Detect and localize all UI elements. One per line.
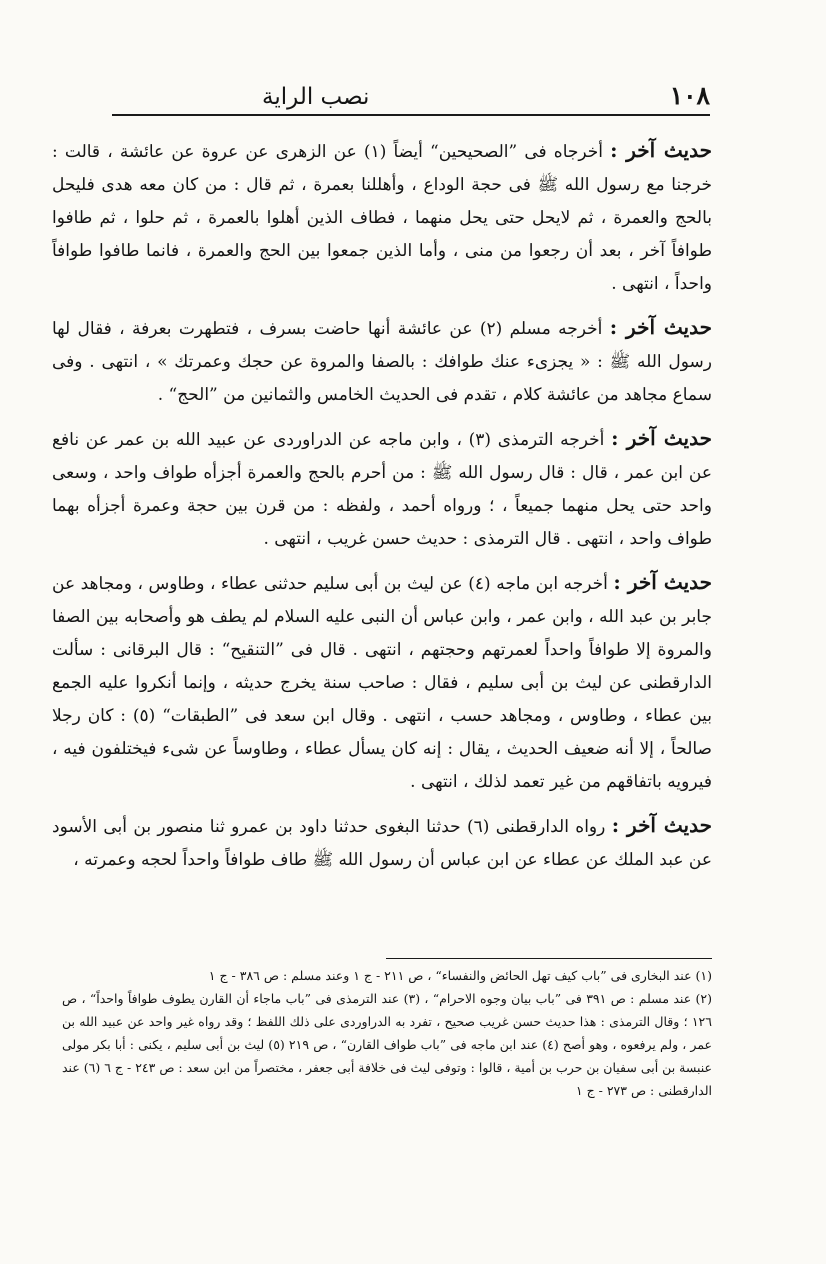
- hadith-paragraph-2: [52, 311, 712, 412]
- paragraph-lead: حديث آخر :: [609, 315, 712, 339]
- paragraph-lead: حديث آخر :: [610, 138, 712, 162]
- header-rule: [112, 114, 710, 116]
- footnotes: [62, 964, 712, 1102]
- main-text: [52, 134, 712, 887]
- hadith-paragraph-1: [52, 134, 712, 301]
- running-title: نصب الراية: [262, 84, 370, 110]
- paragraph-text: أخرجه مسلم (٢) عن عائشة أنها حاضت بسرف ، فتطهرت بعرفة ، فقال لها رسول الله ﷺ : « يجزىء عنك طوافك : بالصفا والمروة عن حجك وعمرتك » ، انتهى . وفى سماع مجاهد من عائشة كلام ، تقدم فى الحديث الخامس والثمانين من ”الحج“ .: [52, 319, 712, 405]
- paragraph-lead: حديث آخر :: [611, 813, 712, 837]
- paragraph-text: رواه الدارقطنى (٦) حدثنا البغوى حدثنا داود بن عمرو ثنا منصور بن أبى الأسود عن عبد الملك عن عطاء عن ابن عباس أن رسول الله ﷺ طاف طوافاً واحداً لحجه وعمرته ،: [52, 817, 712, 870]
- footnote-rule: [386, 958, 712, 959]
- page-header: [112, 72, 710, 110]
- paragraph-lead: حديث آخر :: [613, 570, 713, 594]
- paragraph-lead: حديث آخر :: [611, 426, 712, 450]
- footnote-line: (١) عند البخارى فى ”باب كيف تهل الحائض والنفساء“ ، ص ٢١١ - ج ١ وعند مسلم : ص ٣٨٦ - ج ١: [208, 968, 712, 983]
- paragraph-text: أخرجه الترمذى (٣) ، وابن ماجه عن الدراوردى عن عبيد الله بن عمر عن نافع عن ابن عمر ، قال : قال رسول الله ﷺ : من أحرم بالحج والعمرة أجزأه طواف واحد ، وسعى واحد حتى يحل منهما جميعاً ، ؛ ورواه أحمد ، ولفظه : من قرن بين حجة وعمرة أجزأه بهما طواف واحد ، انتهى . قال الترمذى : حديث حسن غريب ، انتهى .: [52, 430, 712, 549]
- footnote-line: (٢) عند مسلم : ص ٣٩١ فى ”باب بيان وجوه الاحرام“ ، (٣) عند الترمذى فى ”باب ماجاء أن القارن يطوف طوافاً واحداً“ ، ص ١٢٦ ؛ وقال الترمذى : هذا حديث حسن غريب صحيح ، تفرد به الدراوردى على ذلك اللفظ ؛ وقد رواه غير واحد عن عبيد الله بن عمر ، ولم يرفعوه ، وهو أصح (٤) عند ابن ماجه فى ”باب طواف القارن“ ، ص ٢١٩ (٥) ليث بن أبى سليم ، يكنى : أبا بكر مولى عنبسة بن أبى سفيان بن حرب بن أمية ، قالوا : وتوفى ليث فى خلافة أبى جعفر ، مختصراً من ابن سعد : ص ٢٤٣ - ج ٦ (٦) عند الدارقطنى : ص ٢٧٣ - ج ١: [62, 991, 713, 1098]
- hadith-paragraph-3: [52, 422, 712, 556]
- hadith-paragraph-4: [52, 566, 712, 799]
- paragraph-text: أخرجه ابن ماجه (٤) عن ليث بن أبى سليم حدثنى عطاء ، وطاوس ، ومجاهد عن جابر بن عبد الله ، وابن عمر ، وابن عباس أن النبى عليه السلام لم يطف هو وأصحابه بين الصفا والمروة إلا طوافاً واحداً لعمرتهم وحجتهم ، انتهى . قال فى ”التنقيح“ : قال البرقانى : سألت الدارقطنى عن ليث بن أبى سليم ، فقال : صاحب سنة يخرج حديثه ، وإنما أنكروا عليه الجمع بين عطاء ، وطاوس ، ومجاهد حسب ، انتهى . وقال ابن سعد فى ”الطبقات“ (٥) : كان رجلا صالحاً ، إلا أنه ضعيف الحديث ، يقال : إنه كان يسأل عطاء ، وطاوساً عن شىء فيختلفون فيه ، فيرويه باتفاقهم من غير تعمد لذلك ، انتهى .: [52, 574, 712, 792]
- hadith-paragraph-5: [52, 809, 712, 877]
- paragraph-text: أخرجاه فى ”الصحيحين“ أيضاً (١) عن الزهرى عن عروة عن عائشة ، قالت : خرجنا مع رسول الله ﷺ فى حجة الوداع ، وأهللنا بعمرة ، ثم قال : من كان معه هدى فليحل بالحج والعمرة ، ثم لايحل حتى يحل منهما ، فطاف الذين أهلوا بالعمرة ، ثم حلوا ، ثم طافوا طوافاً آخر ، بعد أن رجعوا من منى ، وأما الذين جمعوا بين الحج والعمرة ، فانما طافوا طوافاً واحداً ، انتهى .: [52, 142, 712, 294]
- page-number: ١٠٨: [669, 81, 710, 110]
